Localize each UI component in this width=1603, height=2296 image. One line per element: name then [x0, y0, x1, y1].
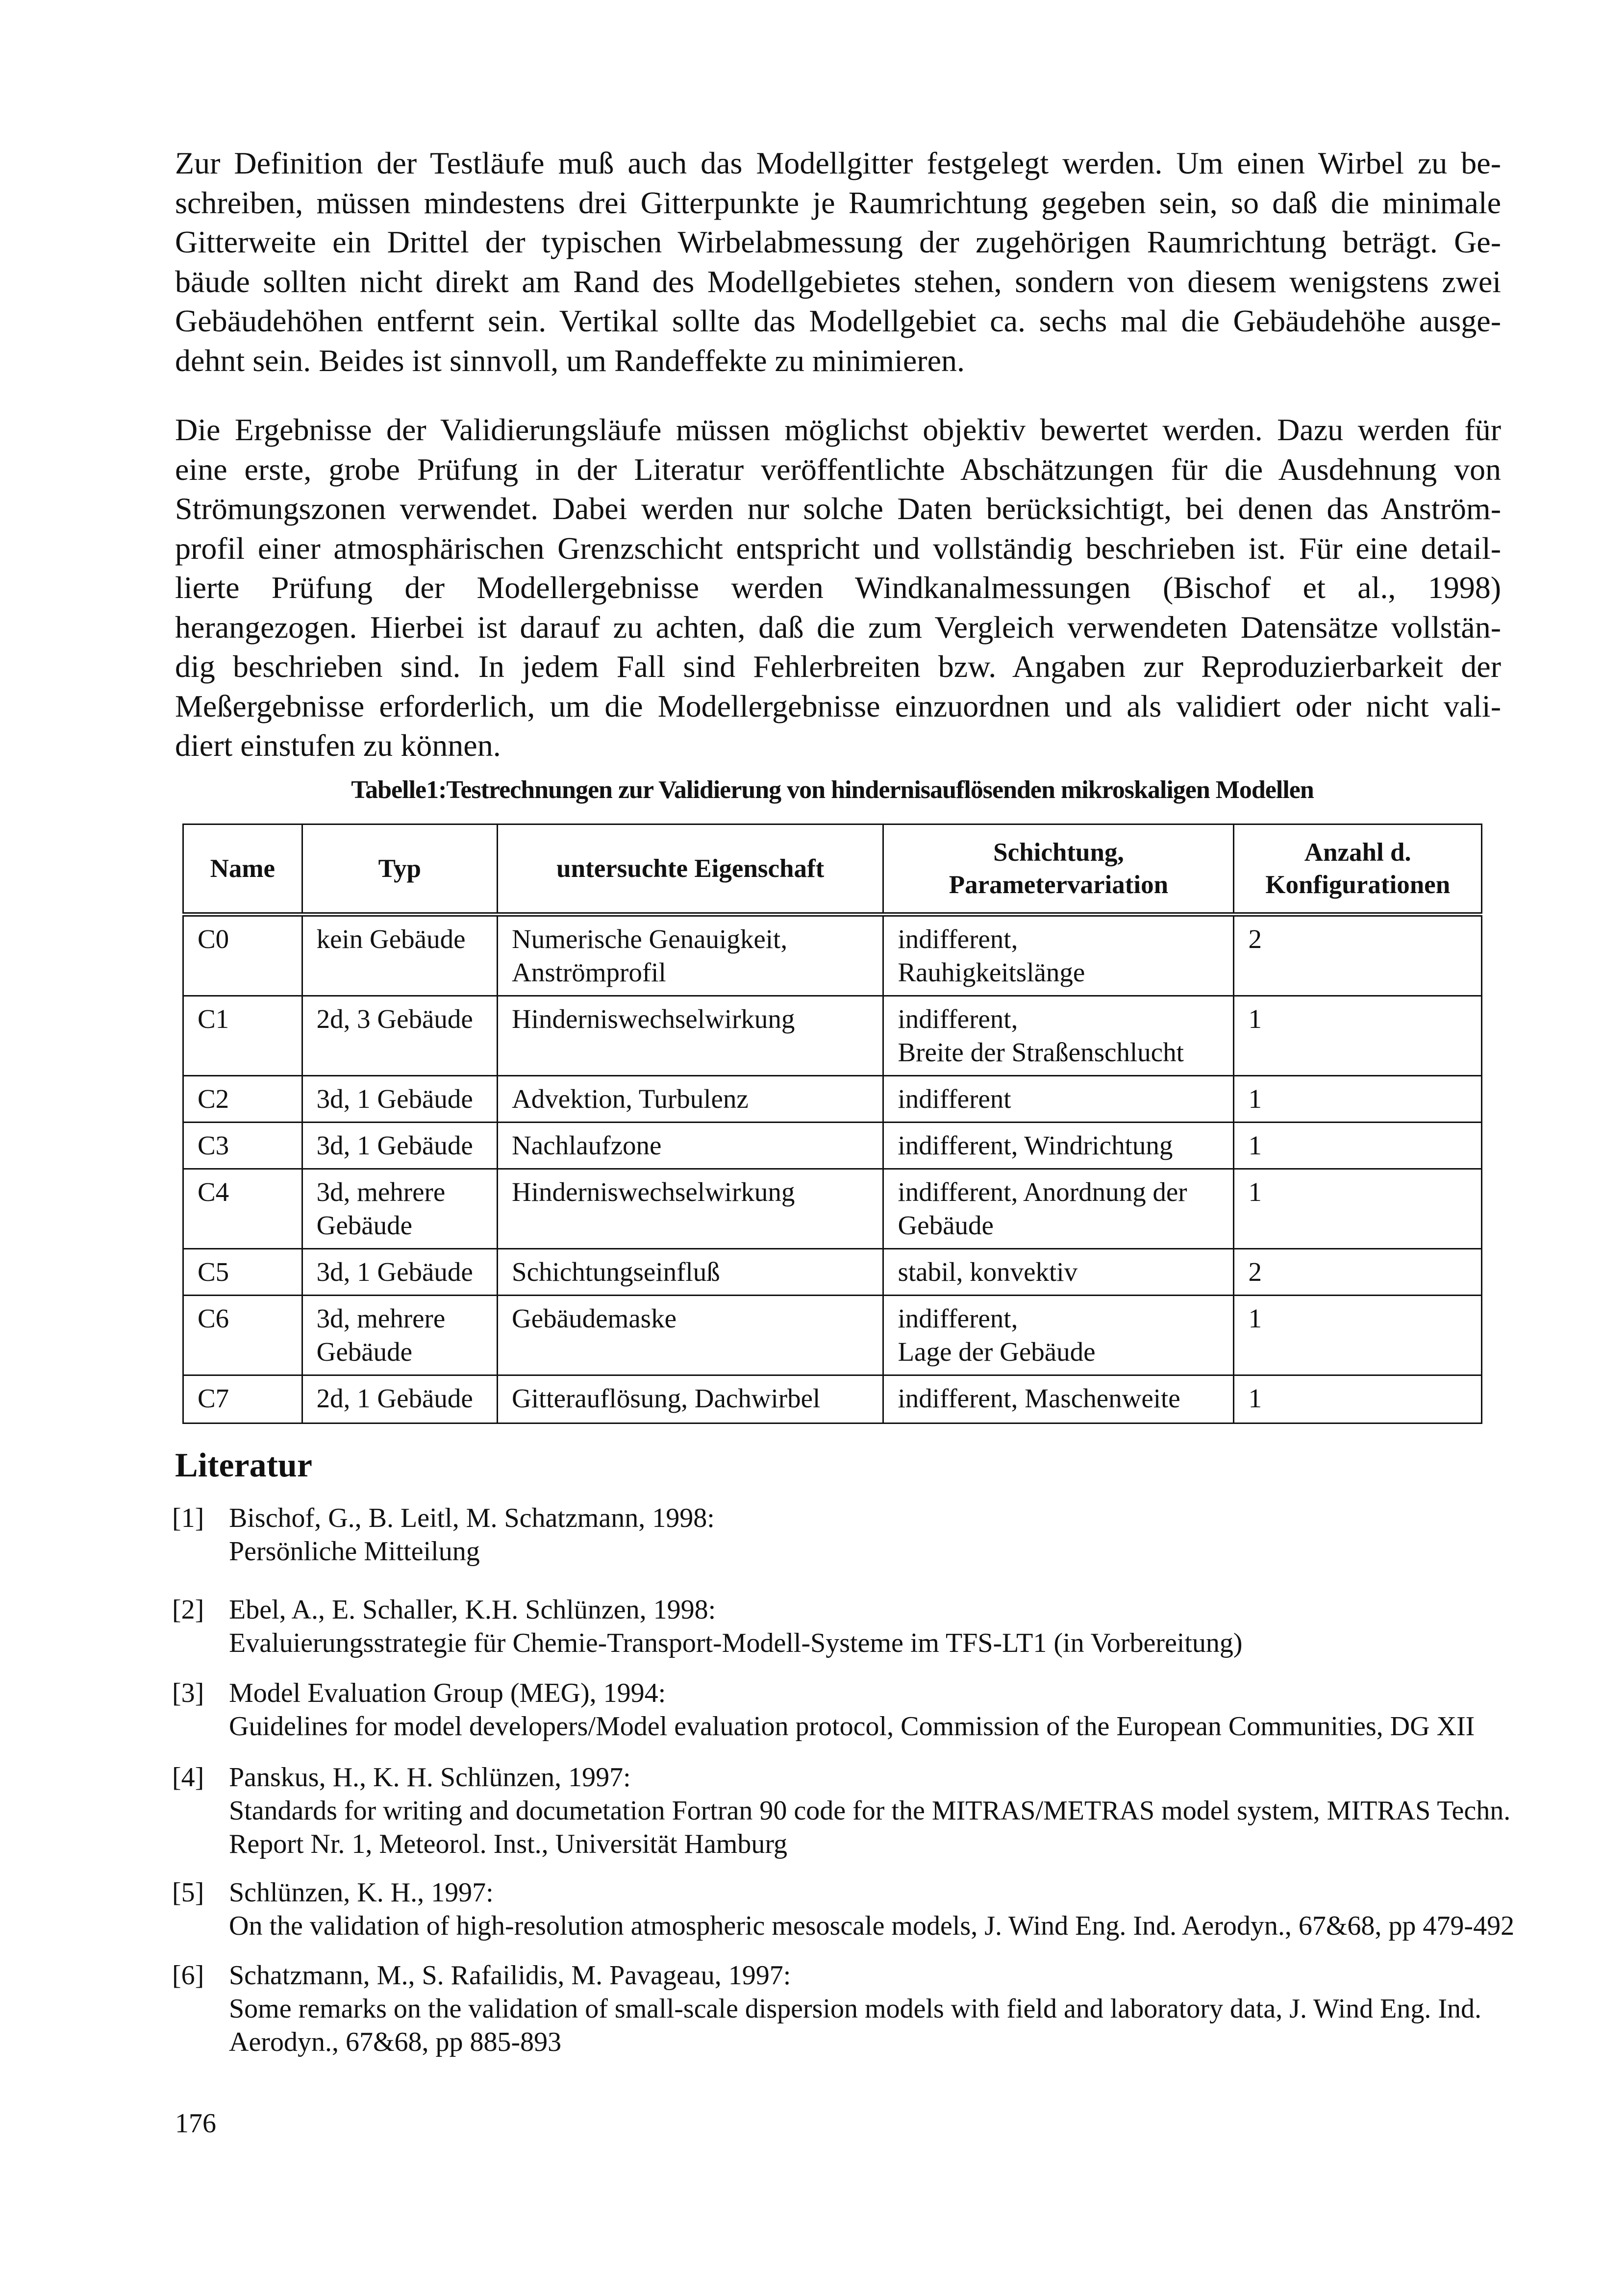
cell-line: 3d, mehrere [316, 1177, 446, 1207]
cell-line: 3d, 1 Gebäude [316, 1130, 473, 1160]
cell-line: 1 [1248, 1383, 1262, 1413]
cell-line: kein Gebäude [316, 924, 466, 954]
cell-line: C2 [198, 1084, 229, 1114]
reference-text [229, 1761, 1510, 1861]
cell-line: indifferent, [898, 1004, 1018, 1034]
table-caption: Tabelle1:Testrechnungen zur Validierung von hindernisauflösenden mikroskaligen Modellen [351, 776, 1314, 804]
reference-line: Schlünzen, K. H., 1997: [229, 1877, 494, 1908]
header-line: Konfigurationen [1265, 871, 1451, 899]
table-cell [498, 1296, 883, 1375]
table-cell [183, 915, 302, 996]
header-line: Typ [378, 854, 422, 883]
table-row [183, 915, 1482, 996]
table-cell [498, 915, 883, 996]
cell-line: Rauhigkeitslänge [898, 957, 1085, 987]
text-line: Meßergebnisse erforderlich, um die Modellergebnisse einzuordnen und als validiert oder nicht vali- [175, 688, 1501, 724]
text-line: Die Ergebnisse der Validierungsläufe müssen möglichst objektiv bewertet werden. Dazu werden für [175, 412, 1501, 447]
cell-line: Hinderniswechselwirkung [512, 1177, 795, 1207]
paragraph-validation-evaluation [175, 410, 1501, 766]
table-cell [883, 1249, 1234, 1296]
table-cell [498, 1375, 883, 1423]
paragraph-grid-definition [175, 144, 1501, 380]
cell-line: stabil, konvektiv [898, 1257, 1078, 1287]
reference-line: Schatzmann, M., S. Rafailidis, M. Pavageau, 1997: [229, 1960, 791, 1991]
cell-line: C6 [198, 1303, 229, 1333]
table-cell [302, 1249, 497, 1296]
cell-line: 2 [1248, 1257, 1262, 1287]
cell-line: Gebäude [316, 1210, 413, 1240]
reference-number: [3] [172, 1678, 204, 1708]
reference-line: On the validation of high-resolution atmospheric mesoscale models, J. Wind Eng. Ind. Aerodyn., 67&68, pp 479-492 [229, 1911, 1515, 1941]
cell-line: Lage der Gebäude [898, 1337, 1096, 1367]
table-cell [302, 1123, 497, 1169]
table-cell [302, 1375, 497, 1423]
page-number: 176 [175, 2108, 216, 2139]
table-cell [498, 1249, 883, 1296]
table-cell [1234, 996, 1482, 1076]
table-cell [183, 1076, 302, 1123]
table-cell [883, 1076, 1234, 1123]
table-cell [302, 1076, 497, 1123]
table-cell [1234, 1375, 1482, 1423]
table-row [183, 1076, 1482, 1123]
reference-text [229, 1876, 1514, 1943]
cell-line: C5 [198, 1257, 229, 1287]
cell-line: 2 [1248, 924, 1262, 954]
column-header [1234, 824, 1482, 915]
text-line: Gitterweite ein Drittel der typischen Wirbelabmessung der zugehörigen Raumrichtung beträgt. Ge- [175, 225, 1501, 259]
table-cell [302, 1169, 497, 1249]
reference-line: Standards for writing and documetation Fortran 90 code for the MITRAS/METRAS model system, MITRAS Techn. [229, 1796, 1511, 1826]
table-cell [883, 915, 1234, 996]
table-cell [183, 1169, 302, 1249]
cell-line: Gebäude [316, 1337, 413, 1367]
reference-number: [1] [172, 1503, 204, 1533]
cell-line: 3d, mehrere [316, 1303, 446, 1333]
reference-number: [4] [172, 1762, 204, 1793]
table-cell [883, 1123, 1234, 1169]
text-line: herangezogen. Hierbei ist darauf zu achten, daß die zum Vergleich verwendeten Datensätze vollstän- [175, 609, 1501, 645]
table-cell [1234, 1076, 1482, 1123]
cell-line: 3d, 1 Gebäude [316, 1084, 473, 1114]
cell-line: Advektion, Turbulenz [512, 1084, 749, 1114]
reference-line: Report Nr. 1, Meteorol. Inst., Universität Hamburg [229, 1829, 788, 1859]
cell-line: C1 [198, 1004, 229, 1034]
cell-line: Breite der Straßenschlucht [898, 1037, 1184, 1067]
table-cell [1234, 1249, 1482, 1296]
cell-line: indifferent, Windrichtung [898, 1130, 1173, 1160]
cell-line: 2d, 1 Gebäude [316, 1383, 473, 1413]
table-cell [1234, 915, 1482, 996]
reference-line: Model Evaluation Group (MEG), 1994: [229, 1678, 666, 1708]
reference-text [229, 1593, 1243, 1660]
cell-line: Schichtungseinfluß [512, 1257, 720, 1287]
reference-line: Some remarks on the validation of small-scale dispersion models with field and laboratory data, J. Wind Eng. Ind. [229, 1994, 1482, 2024]
table-cell [498, 1169, 883, 1249]
header-line: Anzahl d. [1304, 838, 1411, 867]
cell-line: Gebäude [898, 1210, 994, 1240]
cell-line: 1 [1248, 1084, 1262, 1114]
text-line: Strömungszonen verwendet. Dabei werden nur solche Daten berücksichtigt, bei denen das Anström- [175, 491, 1501, 526]
cell-line: 2d, 3 Gebäude [316, 1004, 473, 1034]
cell-line: C4 [198, 1177, 229, 1207]
table-cell [183, 1249, 302, 1296]
text-line: dig beschrieben sind. In jedem Fall sind Fehlerbreiten bzw. Angaben zur Reproduzierbarkeit der [175, 649, 1501, 684]
cell-line: indifferent, [898, 924, 1018, 954]
reference-line: Bischof, G., B. Leitl, M. Schatzmann, 1998: [229, 1503, 715, 1533]
cell-line: 1 [1248, 1177, 1262, 1207]
text-line: lierte Prüfung der Modellergebnisse werden Windkanalmessungen (Bischof et al., 1998) [175, 570, 1501, 605]
table-row [183, 996, 1482, 1076]
table-cell [302, 1296, 497, 1375]
text-line: diert einstufen zu können. [175, 728, 501, 763]
table-row [183, 1375, 1482, 1423]
text-line: bäude sollten nicht direkt am Rand des Modellgebietes stehen, sondern von diesem wenigstens zwei [175, 264, 1501, 299]
table-cell [183, 1123, 302, 1169]
reference-line: Evaluierungsstrategie für Chemie-Transport-Modell-Systeme im TFS-LT1 (in Vorbereitung) [229, 1628, 1243, 1658]
reference-line: Ebel, A., E. Schaller, K.H. Schlünzen, 1998: [229, 1595, 716, 1625]
header-line: untersuchte Eigenschaft [556, 854, 825, 883]
table-row [183, 1123, 1482, 1169]
column-header [498, 824, 883, 915]
cell-line: indifferent [898, 1084, 1011, 1114]
table-cell [883, 1375, 1234, 1423]
cell-line: 1 [1248, 1004, 1262, 1034]
text-line: Zur Definition der Testläufe muß auch das Modellgitter festgelegt werden. Um einen Wirbel zu be- [175, 146, 1501, 180]
cell-line: indifferent, [898, 1303, 1018, 1333]
table-cell [1234, 1123, 1482, 1169]
table-cell [183, 996, 302, 1076]
cell-line: Gebäudemaske [512, 1303, 676, 1333]
table-row [183, 1296, 1482, 1375]
reference-line: Guidelines for model developers/Model evaluation protocol, Commission of the European Communities, DG XII [229, 1711, 1475, 1742]
text-line: eine erste, grobe Prüfung in der Literatur veröffentlichte Abschätzungen für die Ausdehnung von [175, 451, 1501, 487]
text-line: dehnt sein. Beides ist sinnvoll, um Randeffekte zu minimieren. [175, 343, 965, 378]
column-header [883, 824, 1234, 915]
reference-line: Aerodyn., 67&68, pp 885-893 [229, 2027, 562, 2057]
table-cell [498, 1123, 883, 1169]
reference-number: [5] [172, 1877, 204, 1908]
table-cell [1234, 1169, 1482, 1249]
reference-text [229, 1501, 715, 1568]
table-header-row [183, 824, 1482, 915]
cell-line: Hinderniswechselwirkung [512, 1004, 795, 1034]
cell-line: Numerische Genauigkeit, [512, 924, 788, 954]
table-cell [183, 1296, 302, 1375]
column-header [183, 824, 302, 915]
cell-line: 3d, 1 Gebäude [316, 1257, 473, 1287]
reference-number: [6] [172, 1960, 204, 1991]
reference-line: Persönliche Mitteilung [229, 1536, 480, 1567]
table-cell [498, 996, 883, 1076]
header-line: Schichtung, [993, 838, 1124, 867]
reference-text [229, 1959, 1481, 2059]
text-line: profil einer atmosphärischen Grenzschicht entspricht und vollständig beschrieben ist. Für eine detail- [175, 530, 1501, 566]
cell-line: Anströmprofil [512, 957, 666, 987]
cell-line: C7 [198, 1383, 229, 1413]
reference-line: Panskus, H., K. H. Schlünzen, 1997: [229, 1762, 631, 1793]
reference-text [229, 1676, 1475, 1743]
cell-line: C3 [198, 1130, 229, 1160]
table-row [183, 1249, 1482, 1296]
table-cell [302, 996, 497, 1076]
table-cell [183, 1375, 302, 1423]
cell-line: Gitterauflösung, Dachwirbel [512, 1383, 821, 1413]
cell-line: 1 [1248, 1130, 1262, 1160]
column-header [302, 824, 497, 915]
reference-number: [2] [172, 1595, 204, 1625]
header-line: Parametervariation [949, 871, 1169, 899]
table-cell [883, 1169, 1234, 1249]
table-cell [498, 1076, 883, 1123]
cell-line: Nachlaufzone [512, 1130, 662, 1160]
cell-line: indifferent, Anordnung der [898, 1177, 1187, 1207]
header-line: Name [210, 854, 276, 883]
table-cell [883, 1296, 1234, 1375]
text-line: schreiben, müssen mindestens drei Gitterpunkte je Raumrichtung gegeben sein, so daß die minimale [175, 185, 1501, 220]
table-row [183, 1169, 1482, 1249]
test-runs-table [182, 824, 1482, 1424]
table-cell [883, 996, 1234, 1076]
cell-line: C0 [198, 924, 229, 954]
table-cell [1234, 1296, 1482, 1375]
cell-line: 1 [1248, 1303, 1262, 1333]
text-line: Gebäudehöhen entfernt sein. Vertikal sollte das Modellgebiet ca. sechs mal die Gebäudehöhe ausge- [175, 303, 1501, 338]
table-cell [302, 915, 497, 996]
cell-line: indifferent, Maschenweite [898, 1383, 1180, 1413]
literature-heading: Literatur [175, 1447, 312, 1484]
